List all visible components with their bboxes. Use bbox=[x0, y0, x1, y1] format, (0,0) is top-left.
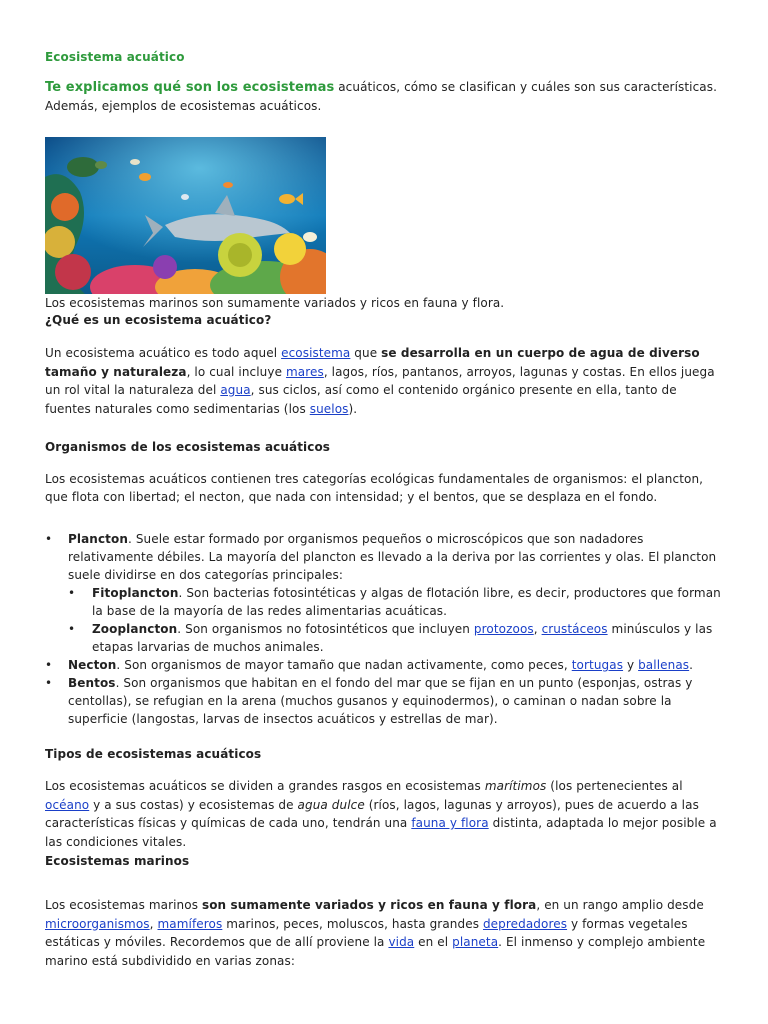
link-depredadores[interactable]: depredadores bbox=[482, 916, 568, 931]
link-protozoos[interactable]: protozoos bbox=[473, 622, 534, 636]
link-microorganismos[interactable]: microorganismos bbox=[45, 916, 150, 931]
organism-list bbox=[45, 530, 725, 728]
text-span: , en un rango amplio desde bbox=[536, 898, 704, 912]
intro-lead: Te explicamos qué son los ecosistemas bbox=[45, 80, 335, 95]
text-span: , bbox=[149, 916, 158, 931]
text-span: marinos, peces, moluscos, hasta grandes bbox=[222, 916, 483, 931]
text-span: (ríos, lagos, lagunas y arroyos), pues de acuerdo a las características físicas y químicas de cada uno, tendrán una bbox=[45, 797, 699, 830]
bullet: • bbox=[45, 658, 53, 672]
link-suelos[interactable]: suelos bbox=[309, 401, 349, 416]
list-item-plancton bbox=[45, 530, 725, 584]
paragraph-definition bbox=[45, 344, 725, 418]
link-mares[interactable]: mares bbox=[285, 364, 324, 379]
link-oceano[interactable]: océano bbox=[45, 797, 90, 812]
text-span: , sus ciclos, así como el contenido orgánico presente en ella, tanto de fuentes naturales como sedimentarias (los bbox=[45, 383, 677, 416]
section-heading-organismos: Organismos de los ecosistemas acuáticos bbox=[45, 440, 331, 454]
text-span: . Suele estar formado por organismos pequeños o microscópicos que son nadadores relativamente débiles. La mayoría del plancton es llevado a la deriva por las corrientes y olas. El plancton suele dividirse en dos categorías principales: bbox=[68, 532, 717, 582]
term: Bentos bbox=[68, 676, 116, 690]
paragraph-marinos bbox=[45, 896, 725, 970]
section-heading-tipos: Tipos de ecosistemas acuáticos bbox=[45, 747, 262, 761]
text-span: , lo cual incluye bbox=[186, 364, 286, 379]
term: Fitoplancton bbox=[92, 586, 179, 600]
text-span: distinta, adaptada lo mejor posible a las condiciones vitales. bbox=[45, 816, 717, 849]
coral-reef-image bbox=[45, 137, 326, 294]
list-item-zooplancton bbox=[45, 620, 725, 656]
list-item-necton bbox=[45, 656, 725, 674]
bold-text: son sumamente variados y ricos en fauna y flora bbox=[201, 898, 537, 912]
link-crustaceos[interactable]: crustáceos bbox=[541, 622, 608, 636]
intro-paragraph bbox=[45, 78, 725, 115]
term: Necton bbox=[68, 658, 117, 672]
italic-text: marítimos bbox=[484, 779, 547, 793]
list-item-fitoplancton bbox=[45, 584, 725, 620]
bullet: • bbox=[45, 532, 53, 546]
bullet: • bbox=[68, 622, 76, 636]
text-span: y a sus costas) y ecosistemas de bbox=[89, 797, 298, 812]
page-title: Ecosistema acuático bbox=[45, 50, 185, 64]
text-span: . bbox=[689, 658, 694, 672]
term: Zooplancton bbox=[92, 622, 178, 636]
section-heading-what-is: ¿Qué es un ecosistema acuático? bbox=[45, 313, 272, 327]
link-planeta[interactable]: planeta bbox=[452, 935, 499, 949]
text-span: . Son bacterias fotosintéticas y algas de flotación libre, es decir, productores que forman la base de la mayoría de las redes alimentarias acuáticas. bbox=[92, 586, 721, 618]
list-item-bentos bbox=[45, 674, 725, 728]
paragraph-tipos bbox=[45, 777, 725, 851]
text-span: y formas vegetales estáticas y móviles. Recordemos que de allí proviene la bbox=[45, 916, 688, 949]
image-caption: Los ecosistemas marinos son sumamente variados y ricos en fauna y flora. bbox=[45, 296, 505, 310]
text-span: . Son organismos de mayor tamaño que nadan activamente, como peces, bbox=[116, 658, 572, 672]
text-span: y bbox=[623, 658, 639, 672]
text-span: . El inmenso y complejo ambiente marino está subdividido en varias zonas: bbox=[45, 935, 706, 968]
link-ecosistema[interactable]: ecosistema bbox=[281, 346, 351, 360]
paragraph-organismos: Los ecosistemas acuáticos contienen tres categorías ecológicas fundamentales de organismos: el plancton, que flota con libertad; el necton, que nada con intensidad; y el bentos, que se desplaza en el fondo. bbox=[45, 472, 704, 504]
link-tortugas[interactable]: tortugas bbox=[571, 658, 624, 672]
text-span: . Son organismos que habitan en el fondo del mar que se fijan en un punto (esponjas, ostras y centollas), se refugian en la arena (muchos gusanos y equinodermos), o caminan o nadan sobre la superficie (langostas, larvas de insectos acuáticos y estrellas de mar). bbox=[68, 676, 693, 726]
text-span: que bbox=[350, 346, 382, 360]
coral-reef-illustration bbox=[45, 137, 326, 294]
link-agua[interactable]: agua bbox=[220, 383, 251, 397]
text-span: Un ecosistema acuático es todo aquel bbox=[45, 346, 282, 360]
link-fauna-flora[interactable]: fauna y flora bbox=[411, 816, 489, 830]
text-span: Los ecosistemas acuáticos se dividen a grandes rasgos en ecosistemas bbox=[45, 779, 485, 793]
bullet: • bbox=[68, 586, 76, 600]
link-ballenas[interactable]: ballenas bbox=[638, 658, 690, 672]
text-span: ). bbox=[348, 401, 358, 416]
link-mamiferos[interactable]: mamíferos bbox=[157, 916, 223, 931]
text-span: , lagos, ríos, pantanos, arroyos, lagunas y costas. En ellos juega un rol vital la naturaleza del bbox=[45, 364, 715, 397]
intro-rest: acuáticos, cómo se clasifican y cuáles son sus características. Además, ejemplos de ecosistemas acuáticos. bbox=[45, 80, 718, 113]
text-span: . Son organismos no fotosintéticos que incluyen bbox=[177, 622, 474, 636]
text-span: , bbox=[533, 622, 542, 636]
text-span: (los pertenecientes al bbox=[546, 779, 683, 793]
italic-text: agua dulce bbox=[297, 797, 365, 812]
section-heading-marinos: Ecosistemas marinos bbox=[45, 854, 190, 868]
text-span: en el bbox=[414, 935, 453, 949]
text-span: Los ecosistemas marinos bbox=[45, 898, 202, 912]
text-span: minúsculos y las etapas larvarias de muchos animales. bbox=[92, 622, 713, 654]
link-vida[interactable]: vida bbox=[388, 935, 415, 949]
term: Plancton bbox=[68, 532, 128, 546]
bold-text: se desarrolla en un cuerpo de agua de diverso tamaño y naturaleza bbox=[45, 346, 700, 379]
bullet: • bbox=[45, 676, 53, 690]
